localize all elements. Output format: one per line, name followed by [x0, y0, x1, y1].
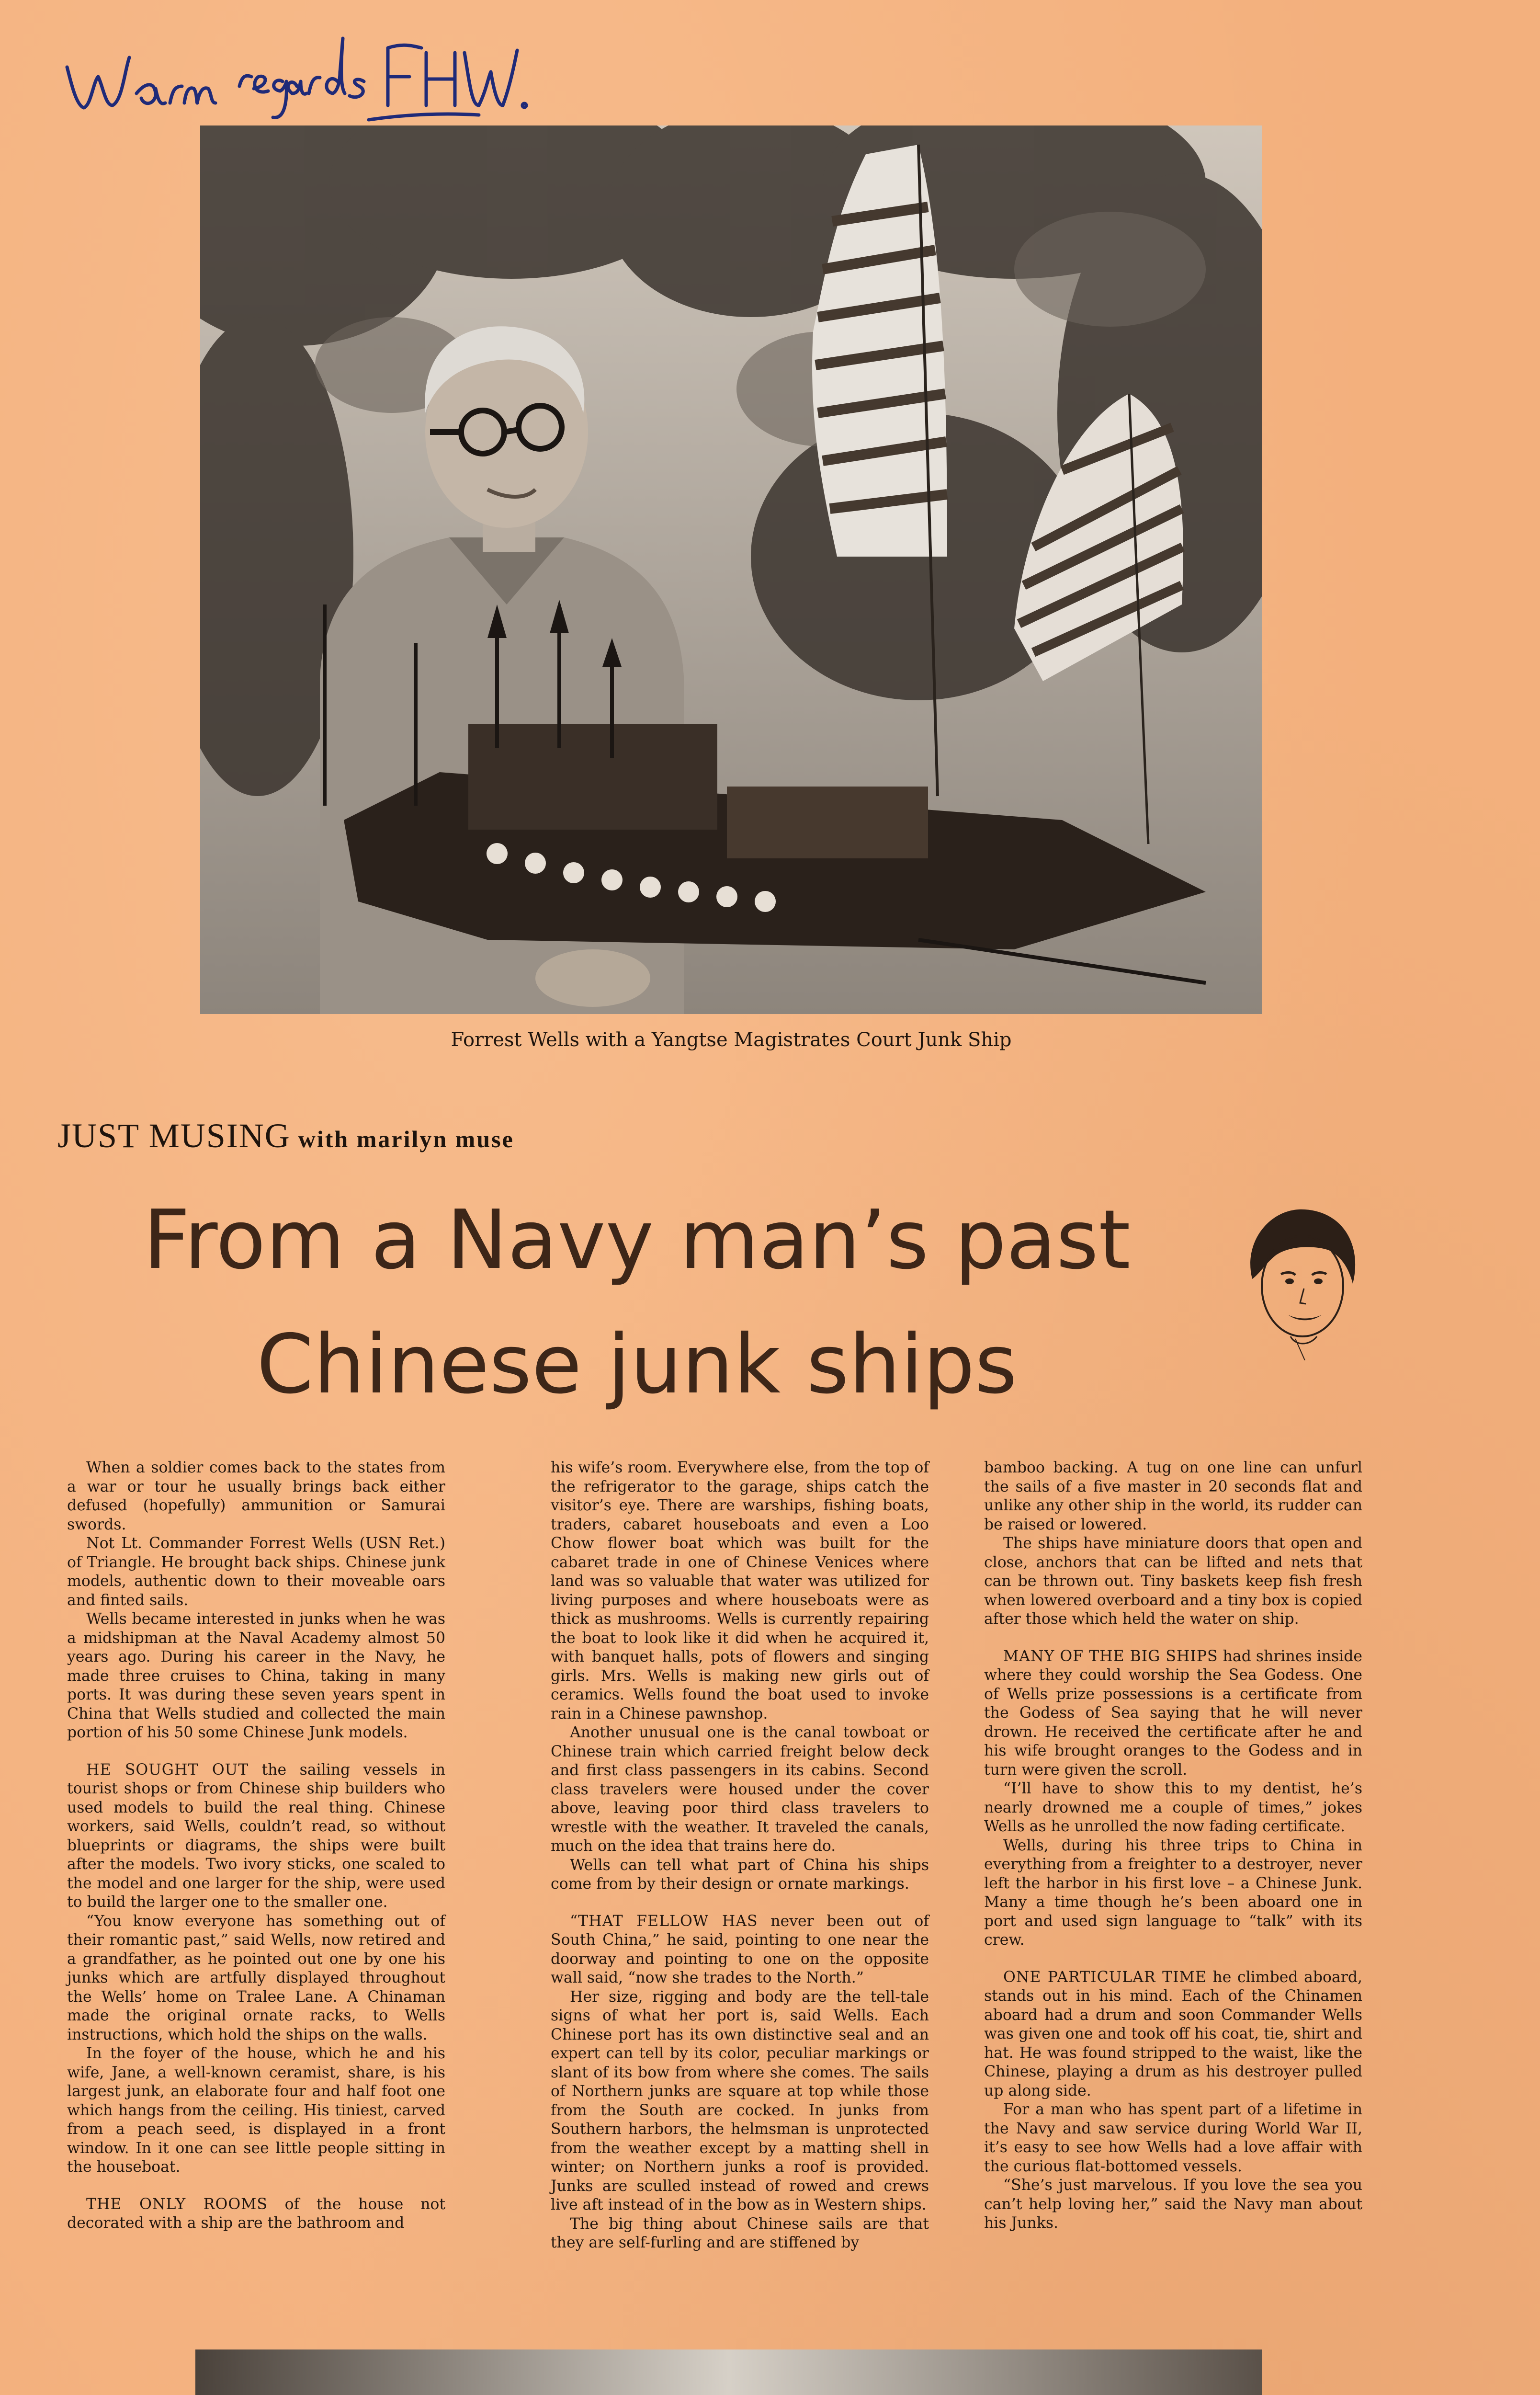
handwritten-inscription: [57, 10, 536, 134]
paragraph: [67, 2195, 445, 2233]
article-column-3: [984, 1459, 1362, 2233]
paragraph: Not Lt. Commander Forrest Wells (USN Ret.) of Triangle. He brought back ships. Chinese junk models, authentic down to their moveable oars and finted sails.: [67, 1535, 445, 1609]
paragraph: Wells became interested in junks when he was a midshipman at the Naval Academy almost 50 years ago. During his career in the Navy, he made three cruises to China, taking in many ports. It was during these seven years spent in China that Wells studied and collected the main portion of his 50 some Chinese Junk models.: [67, 1610, 445, 1741]
paragraph: “She’s just marvelous. If you love the sea you can’t help loving her,” said the Navy man about his Junks.: [984, 2177, 1362, 2232]
article-column-2: [551, 1459, 929, 2253]
paragraph: The ships have miniature doors that open and close, anchors that can be lifted and nets that can be thrown out. Tiny baskets keep fish fresh when lowered overboard and a tiny box is copied after those which held the water on ship.: [984, 1535, 1362, 1628]
paragraph: “I’ll have to show this to my dentist, he’s nearly drowned me a couple of times,” jokes Wells as he unrolled the now fading certificate.: [984, 1780, 1362, 1835]
paragraph: In the foyer of the house, which he and his wife, Jane, a well-known ceramist, share, is his largest junk, an elaborate four and half foot one which hangs from the ceiling. His tiniest, carved from a peach seed, is displayed in a front window. In it one can see little people sitting in the houseboat.: [67, 2045, 445, 2176]
column-name: [57, 1116, 514, 1156]
paragraph-text: he climbed aboard, stands out in his mind. Each of the Chinamen aboard had a drum and soon Commander Wells was given one and took off his coat, tie, shirt and hat. He was found stripped to the waist, like the Chinese, playing a drum as his destroyer pulled up along side.: [984, 1968, 1362, 2099]
columnist-portrait: [1233, 1202, 1367, 1360]
paragraph: bamboo backing. A tug on one line can unfurl the sails of a five master in 20 seconds flat and unlike any other ship in the world, its rudder can be raised or lowered.: [984, 1459, 1362, 1533]
paragraph: The big thing about Chinese sails are that they are self-furling and are stiffened by: [551, 2215, 929, 2251]
paragraph-lead: “THAT FELLOW HAS: [570, 1912, 758, 1930]
bottom-photograph: [195, 2349, 1262, 2395]
column-name-primary: JUST MUSING: [57, 1117, 291, 1155]
paragraph: When a soldier comes back to the states from a war or tour he usually brings back either defused (hopefully) ammunition or Samurai swords.: [67, 1459, 445, 1533]
article-column-1: [67, 1459, 445, 2233]
paragraph: [984, 1647, 1362, 1780]
top-photo-caption: Forrest Wells with a Yangtse Magistrates Court Junk Ship: [451, 1029, 1012, 1051]
paragraph-lead: THE ONLY ROOMS: [86, 2195, 268, 2213]
paragraph: For a man who has spent part of a lifetime in the Navy and saw service during World War II, it’s easy to see how Wells had a love affair with the curious flat-bottomed vessels.: [984, 2101, 1362, 2175]
headline-line-2: Chinese junk ships: [256, 1317, 1018, 1412]
headline-line-1: From a Navy man’s past: [143, 1193, 1131, 1288]
paragraph-lead: MANY OF THE BIG SHIPS: [1003, 1647, 1218, 1665]
paragraph: Wells, during his three trips to China in everything from a freighter to a destroyer, never left the harbor in his first love – a Chinese Junk. Many a time though he’s been aboard one in port and used sign language to “talk” with its crew.: [984, 1836, 1362, 1949]
paragraph-text: the sailing vessels in tourist shops or from Chinese ship builders who used models to build the real thing. Chinese workers, said Wells, couldn’t read, so without blueprints or diagrams, the ships were built after the models. Two ivory sticks, one scaled to the model and one larger for the ship, were used to build the larger one to the smaller one.: [67, 1761, 445, 1911]
paragraph-lead: ONE PARTICULAR TIME: [1003, 1968, 1207, 1986]
paragraph: “You know everyone has something out of their romantic past,” said Wells, now retired and a grandfather, as he pointed out one by one his junks which are artfully displayed throughout the Wells’ home on Tralee Lane. A Chinaman made the original ornate racks, to Wells instructions, which hold the ships on the walls.: [67, 1912, 445, 2043]
paragraph: Her size, rigging and body are the tell-tale signs of what her port is, said Wells. Each Chinese port has its own distinctive seal and an expert can tell by its color, peculiar markings or slant of its bow from where she comes. The sails of Northern junks are square at top while those from the South are cocked. In junks from Southern harbors, the helmsman is unprotected from the weather except by a matting shell in winter; on Northern junks a roof is provided. Junks are sculled instead of rowed and crews live aft instead of in the bow as in Western ships.: [551, 1988, 929, 2213]
paragraph-text: of the house not decorated with a ship are the bathroom and: [67, 2195, 445, 2232]
paragraph: [551, 1912, 929, 1988]
column-name-byline: with marilyn muse: [298, 1126, 514, 1152]
paragraph: Another unusual one is the canal towboat or Chinese train which carried freight below deck and first class passengers in its cabins. Second class travelers were housed under the cover above, leaving poor third class travelers to wrestle with the weather. It traveled the canals, much on the idea that trains here do.: [551, 1724, 929, 1855]
paragraph: [984, 1968, 1362, 2101]
paragraph: his wife’s room. Everywhere else, from the top of the refrigerator to the garage, ships catch the visitor’s eye. There are warships, fishing boats, traders, cabaret houseboats and even a Loo Chow flower boat which was built for the cabaret trade in one of Chinese Venices where land was so valuable that water was utilized for living purposes and where houseboats were as thick as mushrooms. Wells is currently repairing the boat to look like it did when he acquired it, with banquet halls, pots of flowers and singing girls. Mrs. Wells is making new girls out of ceramics. Wells found the boat used to invoke rain in a Chinese pawnshop.: [551, 1459, 929, 1722]
paragraph: Wells can tell what part of China his ships come from by their design or ornate markings.: [551, 1856, 929, 1893]
paragraph-text: had shrines inside where they could worship the Sea Godess. One of Wells prize possessions is a certificate from the Godess of Sea saying that he will never drown. He received the certificate after he and his wife brought oranges to the Godess and in turn were given the scroll.: [984, 1647, 1363, 1779]
paragraph-text: never been out of South China,” he said, pointing to one near the doorway and pointing to one on the opposite wall said, “now she trades to the North.”: [551, 1912, 929, 1986]
paragraph-lead: HE SOUGHT OUT: [86, 1761, 249, 1779]
paragraph: [67, 1761, 445, 1912]
top-photograph: [200, 125, 1262, 1014]
